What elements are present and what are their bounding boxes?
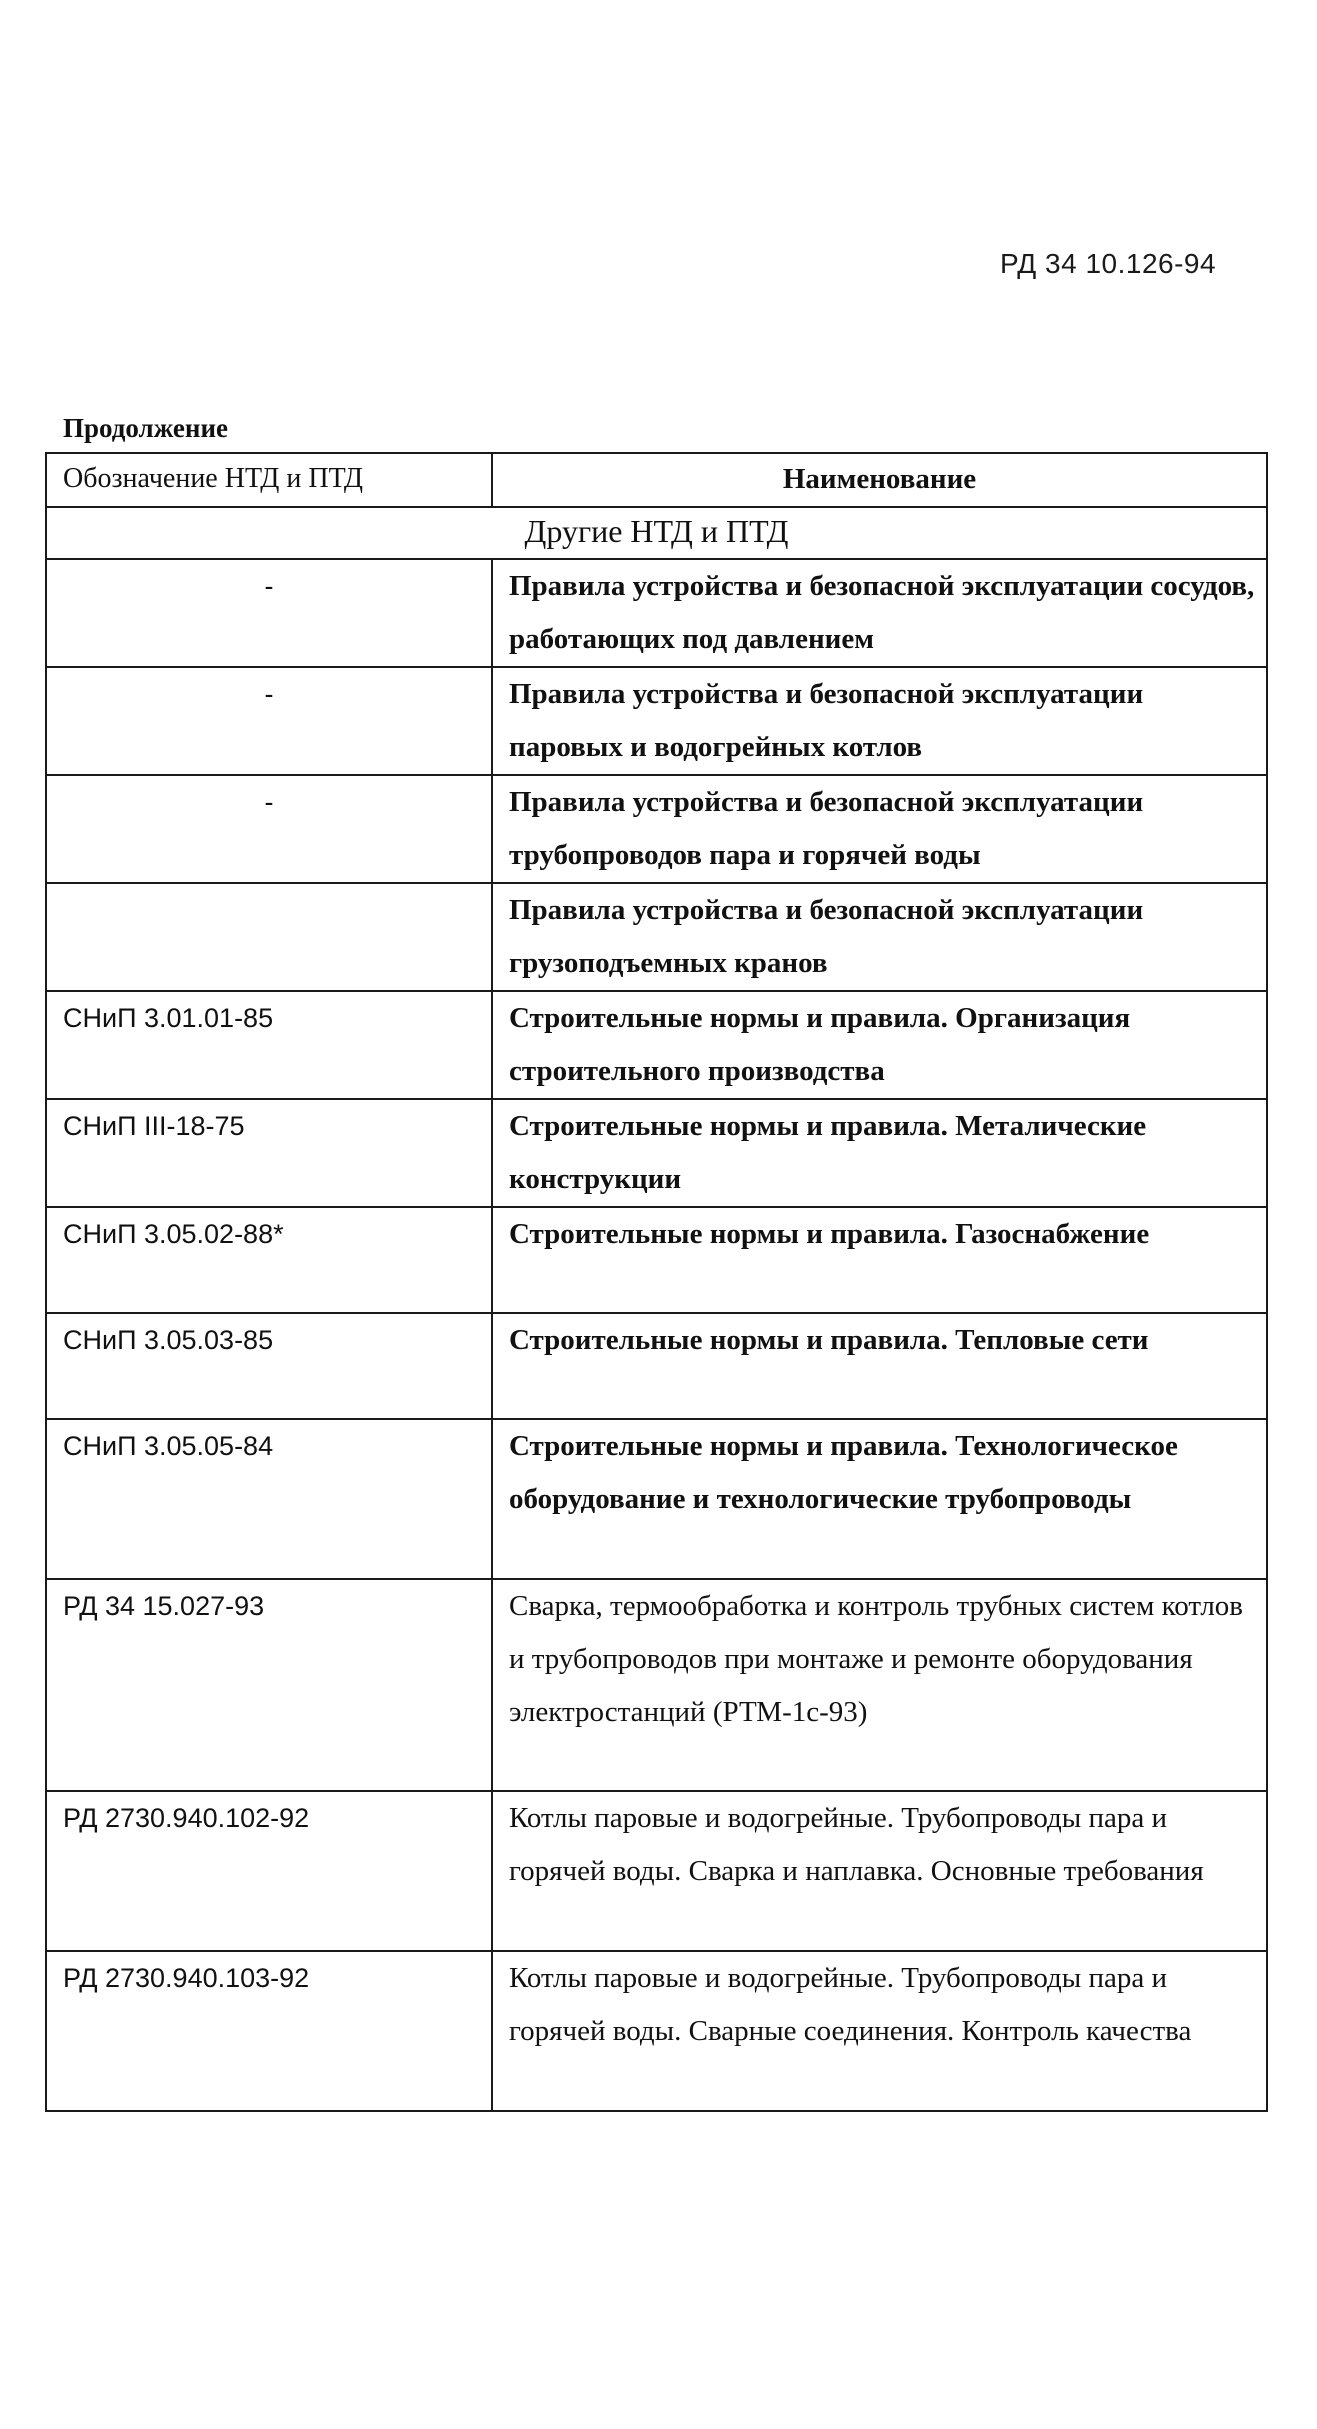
row-name: Котлы паровые и водогрейные. Трубопроводы пара и горячей воды. Сварные соединения. Контроль качества xyxy=(492,1951,1267,2111)
row-name: Правила устройства и безопасной эксплуатации сосудов, работающих под давлением xyxy=(492,559,1267,667)
row-code: - xyxy=(46,775,492,883)
table-row xyxy=(46,1313,1267,1419)
row-code: СНиП 3.05.03-85 xyxy=(46,1313,492,1419)
column-header-name: Наименование xyxy=(492,453,1267,507)
table-row xyxy=(46,775,1267,883)
table-row xyxy=(46,1791,1267,1951)
table-row xyxy=(46,1579,1267,1791)
document-code: РД 34 10.126-94 xyxy=(1000,248,1217,279)
section-title: Другие НТД и ПТД xyxy=(46,507,1267,559)
row-name: Правила устройства и безопасной эксплуатации паровых и водогрейных котлов xyxy=(492,667,1267,775)
row-code: - xyxy=(46,559,492,667)
row-name: Правила устройства и безопасной эксплуатации грузоподъемных кранов xyxy=(492,883,1267,991)
row-code: РД 2730.940.103-92 xyxy=(46,1951,492,2111)
table-row xyxy=(46,1951,1267,2111)
table-row xyxy=(46,1099,1267,1207)
row-code: РД 2730.940.102-92 xyxy=(46,1791,492,1951)
table-row xyxy=(46,1419,1267,1579)
row-name: Строительные нормы и правила. Металические конструкции xyxy=(492,1099,1267,1207)
continuation-label: Продолжение xyxy=(63,413,228,443)
row-code: СНиП 3.01.01-85 xyxy=(46,991,492,1099)
section-row xyxy=(46,507,1267,559)
row-code: СНиП 3.05.02-88* xyxy=(46,1207,492,1313)
row-code: - xyxy=(46,667,492,775)
row-name: Правила устройства и безопасной эксплуатации трубопроводов пара и горячей воды xyxy=(492,775,1267,883)
row-name: Строительные нормы и правила. Технологическое оборудование и технологические трубопроводы xyxy=(492,1419,1267,1579)
row-code xyxy=(46,883,492,991)
row-code: СНиП 3.05.05-84 xyxy=(46,1419,492,1579)
row-name: Сварка, термообработка и контроль трубных систем котлов и трубопроводов при монтаже и ремонте оборудования электростанций (РТМ-1с-93) xyxy=(492,1579,1267,1791)
table-header-row xyxy=(46,453,1267,507)
row-code: СНиП III-18-75 xyxy=(46,1099,492,1207)
row-name: Строительные нормы и правила. Организация строительного производства xyxy=(492,991,1267,1099)
row-code: РД 34 15.027-93 xyxy=(46,1579,492,1791)
table-row xyxy=(46,559,1267,667)
table-row xyxy=(46,883,1267,991)
table-row xyxy=(46,991,1267,1099)
column-header-code: Обозначение НТД и ПТД xyxy=(46,453,492,507)
row-name: Строительные нормы и правила. Газоснабжение xyxy=(492,1207,1267,1313)
row-name: Котлы паровые и водогрейные. Трубопроводы пара и горячей воды. Сварка и наплавка. Основные требования xyxy=(492,1791,1267,1951)
reference-table xyxy=(45,452,1268,2112)
table-row xyxy=(46,667,1267,775)
row-name: Строительные нормы и правила. Тепловые сети xyxy=(492,1313,1267,1419)
table-row xyxy=(46,1207,1267,1313)
